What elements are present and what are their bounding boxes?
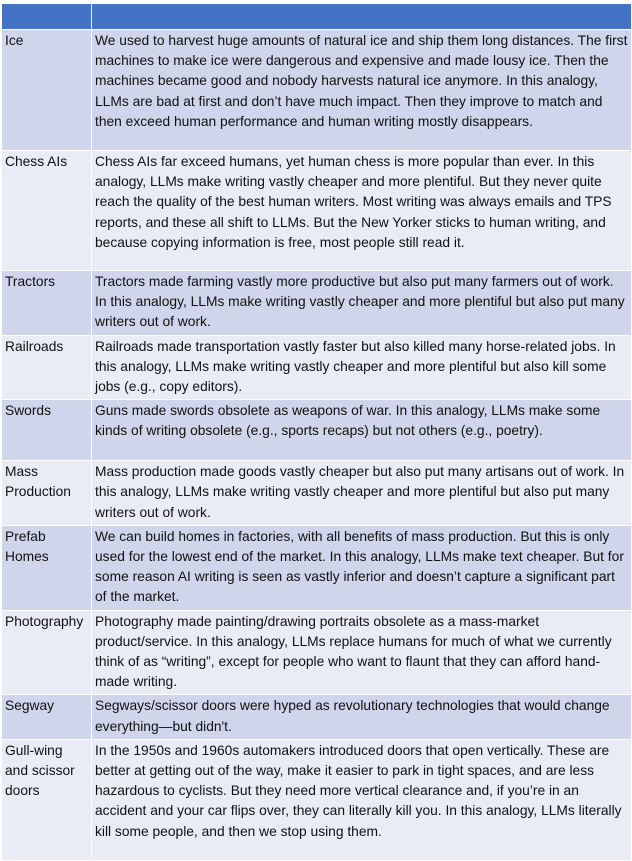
analogy-table <box>1 3 632 861</box>
table-row <box>2 525 632 610</box>
table-row <box>2 400 632 461</box>
topic-cell: Ice <box>2 30 92 151</box>
table-row <box>2 271 632 336</box>
table-row <box>2 335 632 400</box>
table-row <box>2 461 632 526</box>
topic-cell: Railroads <box>2 335 92 400</box>
table-row <box>2 739 632 860</box>
table-row <box>2 151 632 271</box>
description-cell: Photography made painting/drawing portraits obsolete as a mass-market product/service. In this analogy, LLMs replace humans for much of what we currently think of as “writing”, except for people who want to flaunt that they can afford hand-made writing. <box>92 610 632 695</box>
topic-cell: Segway <box>2 695 92 739</box>
topic-cell: Mass Production <box>2 461 92 526</box>
description-cell: Guns made swords obsolete as weapons of war. In this analogy, LLMs make some kinds of writing obsolete (e.g., sports recaps) but not others (e.g., poetry). <box>92 400 632 461</box>
description-cell: We can build homes in factories, with all benefits of mass production. But this is only used for the lowest end of the market. In this analogy, LLMs make text cheaper. But for some reason AI writing is seen as vastly inferior and doesn’t capture a significant part of the market. <box>92 525 632 610</box>
description-cell: In the 1950s and 1960s automakers introduced doors that open vertically. These are better at getting out of the way, make it easier to park in tight spaces, and are less hazardous to cyclists. But they need more vertical clearance and, if you’re in an accident and your car flips over, they can literally kill you. In this analogy, LLMs literally kill some people, and then we stop using them. <box>92 739 632 860</box>
topic-cell: Gull-wing and scissor doors <box>2 739 92 860</box>
description-cell: Tractors made farming vastly more productive but also put many farmers out of work. In this analogy, LLMs make writing vastly cheaper and more plentiful but also put many writers out of work. <box>92 271 632 336</box>
header-cell-description <box>92 4 632 30</box>
topic-cell: Photography <box>2 610 92 695</box>
description-cell: Mass production made goods vastly cheaper but also put many artisans out of work. In this analogy, LLMs make writing vastly cheaper and more plentiful but also put many writers out of work. <box>92 461 632 526</box>
topic-cell: Tractors <box>2 271 92 336</box>
header-cell-topic <box>2 4 92 30</box>
table-header-row <box>2 4 632 30</box>
description-cell: Segways/scissor doors were hyped as revolutionary technologies that would change everything—but didn't. <box>92 695 632 739</box>
description-cell: We used to harvest huge amounts of natural ice and ship them long distances. The first machines to make ice were dangerous and expensive and made lousy ice. Then the machines became good and nobody harvests natural ice anymore. In this analogy, LLMs are bad at first and don’t have much impact. Then they improve to match and then exceed human performance and human writing mostly disappears. <box>92 30 632 151</box>
topic-cell: Swords <box>2 400 92 461</box>
description-cell: Railroads made transportation vastly faster but also killed many horse-related jobs. In this analogy, LLMs make writing vastly cheaper and more plentiful but also kill some jobs (e.g., copy editors). <box>92 335 632 400</box>
description-cell: Chess AIs far exceed humans, yet human chess is more popular than ever. In this analogy, LLMs make writing vastly cheaper and more plentiful. But they never quite reach the quality of the best human writers. Most writing was always emails and TPS reports, and these all shift to LLMs. But the New Yorker sticks to human writing, and because copying information is free, most people still read it. <box>92 151 632 271</box>
table-row <box>2 610 632 695</box>
topic-cell: Chess AIs <box>2 151 92 271</box>
table-row <box>2 30 632 151</box>
table-row <box>2 695 632 739</box>
topic-cell: Prefab Homes <box>2 525 92 610</box>
